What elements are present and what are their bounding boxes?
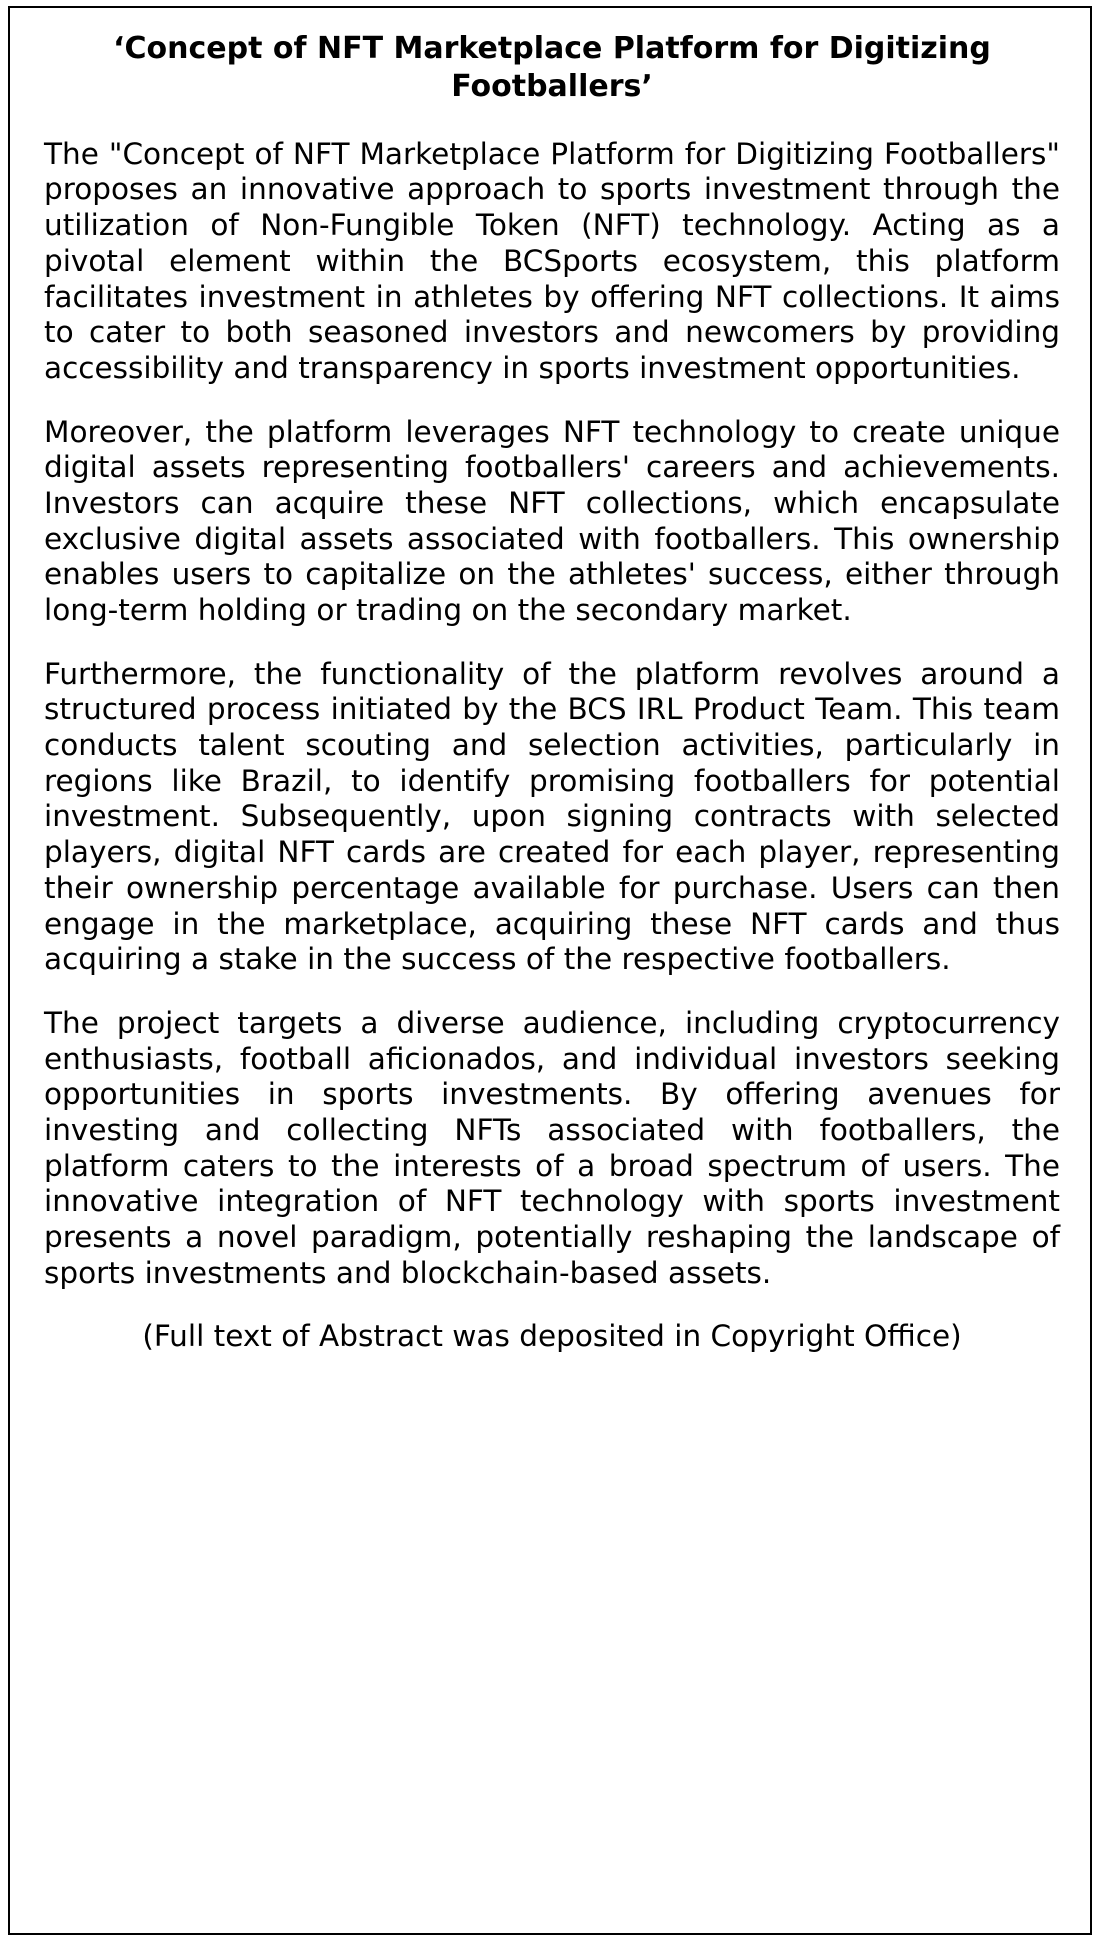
abstract-paragraph-1: The "Concept of NFT Marketplace Platform for Digitizing Footballers" proposes an innovative approach to sports investment through the utilization of Non-Fungible Token (NFT) technology. Acting as a pivotal element within the BCSports ecosystem, this platform facilitates investment in athletes by offering NFT collections. It aims to cater to both seasoned investors and newcomers by providing accessibility and transparency in sports investment opportunities. (44, 136, 1060, 385)
abstract-paragraph-2: Moreover, the platform leverages NFT technology to create unique digital assets representing footballers' careers and achievements. Investors can acquire these NFT collections, which encapsulate exclusive digital assets associated with footballers. This ownership enables users to capitalize on the athletes' success, either through long-term holding or trading on the secondary market. (44, 414, 1060, 628)
abstract-footnote: (Full text of Abstract was deposited in Copyright Office) (142, 1319, 962, 1354)
abstract-paragraph-4: The project targets a diverse audience, including cryptocurrency enthusiasts, football aficionados, and individual investors seeking opportunities in sports investments. By offering avenues for investing and collecting NFTs associated with footballers, the platform caters to the interests of a broad spectrum of users. The innovative integration of NFT technology with sports investment presents a novel paradigm, potentially reshaping the landscape of sports investments and blockchain-based assets. (44, 1005, 1060, 1290)
abstract-paragraph-3: Furthermore, the functionality of the platform revolves around a structured process initiated by the BCS IRL Product Team. This team conducts talent scouting and selection activities, particularly in regions like Brazil, to identify promising footballers for potential investment. Subsequently, upon signing contracts with selected players, digital NFT cards are created for each player, representing their ownership percentage available for purchase. Users can then engage in the marketplace, acquiring these NFT cards and thus acquiring a stake in the success of the respective footballers. (44, 656, 1060, 977)
page-title: ‘Concept of NFT Marketplace Platform for Digitizing Footballers’ (113, 31, 991, 105)
document-frame (8, 6, 1092, 1935)
